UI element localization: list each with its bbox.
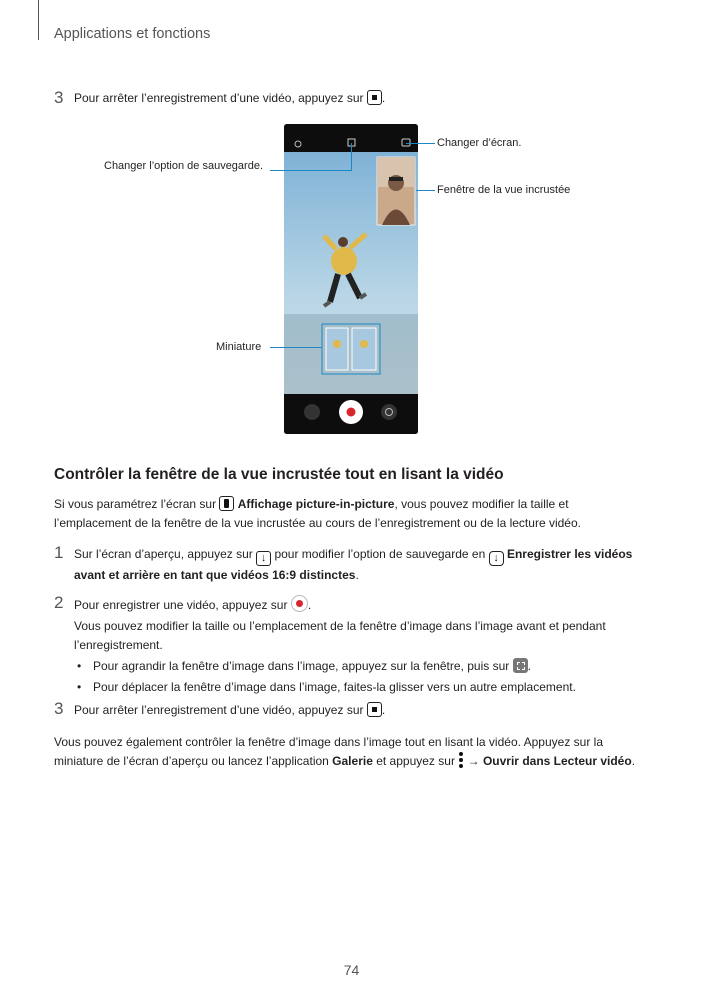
step-text xyxy=(74,89,385,108)
more-options-icon xyxy=(458,752,464,769)
final-line1: Vous pouvez également contrôler la fenêtre d’image dans l’image tout en lisant la vidéo. Appuyez sur la xyxy=(54,735,603,749)
step1-bold2: avant et arrière en tant que vidéos 16:9 distinctes xyxy=(74,568,356,582)
callout-line xyxy=(270,347,322,348)
final-bold2: Ouvrir dans Lecteur vidéo xyxy=(482,754,632,768)
bullet-item: Pour déplacer la fenêtre d’image dans l’image, faites-la glisser vers un autre emplacement. xyxy=(93,680,576,694)
callout-line xyxy=(270,170,352,171)
step-2-text xyxy=(74,595,674,655)
step-number: 1 xyxy=(54,543,64,562)
intro-bold: Affichage picture-in-picture xyxy=(237,497,395,511)
step1-before: Sur l’écran d’aperçu, appuyez sur xyxy=(74,547,253,561)
step-text-before: Pour arrêter l’enregistrement d’une vidéo, appuyez sur xyxy=(74,91,364,105)
step3-after: . xyxy=(381,703,386,717)
record-icon xyxy=(291,595,308,612)
step2-before: Pour enregistrer une vidéo, appuyez sur xyxy=(74,598,288,612)
step2-after: . xyxy=(307,598,312,612)
step-number: 3 xyxy=(54,88,64,107)
step-number: 2 xyxy=(54,593,64,612)
stop-icon xyxy=(367,90,382,105)
callout-thumbnail: Miniature xyxy=(216,341,262,353)
effects-button xyxy=(304,404,320,420)
stop-icon xyxy=(367,702,382,717)
final-before: miniature de l’écran d’aperçu ou lancez l’application xyxy=(54,754,329,768)
final-bold1: Galerie xyxy=(332,754,373,768)
callout-line xyxy=(416,190,435,191)
switch-camera-button xyxy=(381,404,397,420)
step2-line3: l’enregistrement. xyxy=(74,638,163,652)
bullet-item xyxy=(93,657,673,676)
step-1-text xyxy=(74,545,674,585)
step-text-after: . xyxy=(381,91,386,105)
final-paragraph xyxy=(54,733,674,771)
callout-line xyxy=(351,143,352,171)
intro-after: , vous pouvez modifier la taille et xyxy=(394,497,569,511)
step-number: 3 xyxy=(54,699,64,718)
step2-line2: Vous pouvez modifier la taille ou l’emplacement de la fenêtre d’image dans l’image avant et pendant xyxy=(74,619,606,633)
callout-save-option: Changer l’option de sauvegarde. xyxy=(104,160,264,172)
save-down-arrow-icon: ↓ xyxy=(256,551,271,566)
intro-before: Si vous paramétrez l’écran sur xyxy=(54,497,217,511)
step-3-text xyxy=(74,701,385,720)
bullet1-after: . xyxy=(527,659,531,673)
callout-line xyxy=(406,143,435,144)
callout-pip-window: Fenêtre de la vue incrustée xyxy=(437,184,571,196)
page-header: Applications et fonctions xyxy=(54,26,211,42)
page-number: 74 xyxy=(343,962,360,978)
step1-middle: pour modifier l’option de sauvegarde en xyxy=(274,547,486,561)
step1-bold1: Enregistrer les vidéos xyxy=(506,547,633,561)
save-separate-icon: ↓ xyxy=(489,551,504,566)
bullet1-before: Pour agrandir la fenêtre d’image dans l’image, appuyez sur la fenêtre, puis sur xyxy=(93,659,510,673)
step3-before: Pour arrêter l’enregistrement d’une vidéo, appuyez sur xyxy=(74,703,364,717)
resize-icon xyxy=(513,658,528,673)
bullet-dot: • xyxy=(77,659,82,673)
step1-end: . xyxy=(355,568,359,582)
jumping-person xyxy=(331,247,357,275)
final-middle: et appuyez sur xyxy=(376,754,455,768)
header-rule xyxy=(38,0,39,40)
final-end: . xyxy=(631,754,636,768)
bullet-dot: • xyxy=(77,680,82,694)
section-title: Contrôler la fenêtre de la vue incrustée tout en lisant la vidéo xyxy=(54,466,504,483)
intro-line2: l’emplacement de la fenêtre de la vue incrustée au cours de l’enregistrement ou de la lecture vidéo. xyxy=(54,516,581,530)
callout-change-screen: Changer d’écran. xyxy=(437,137,522,149)
pip-layout-icon xyxy=(219,496,234,511)
intro-paragraph xyxy=(54,495,674,533)
final-arrow: → xyxy=(467,754,480,768)
